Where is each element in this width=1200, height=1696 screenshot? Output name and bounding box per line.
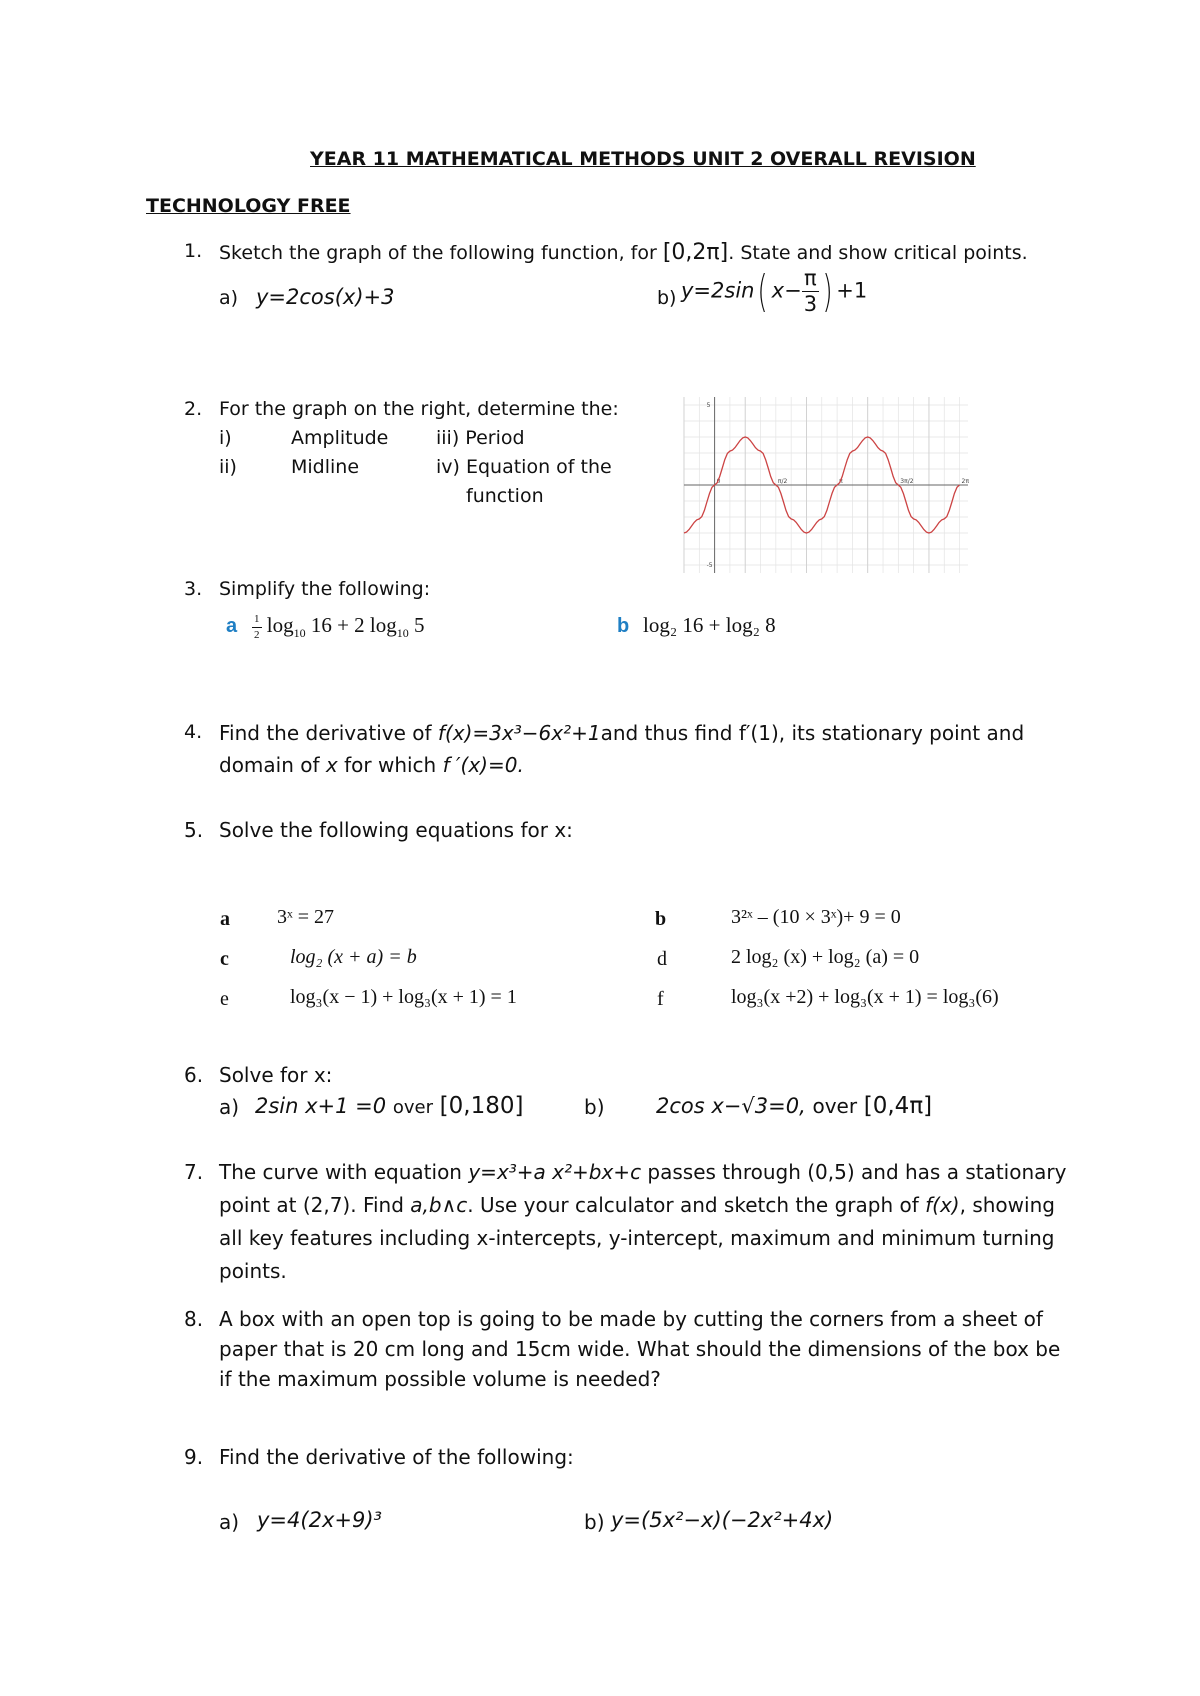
q6a-label: a) <box>219 1095 240 1119</box>
q7-equation: y=x³+a x²+bx+c <box>468 1160 642 1184</box>
chart-axes <box>684 397 968 573</box>
q1-prompt-text: Sketch the graph of the following function, for <box>219 242 657 264</box>
q9-number: 9. <box>184 1445 204 1469</box>
q2-iii-text: iii) Period <box>436 427 525 449</box>
q9a-expression: y=4(2x+9)³ <box>257 1508 382 1532</box>
page-title: YEAR 11 MATHEMATICAL METHODS UNIT 2 OVERALL REVISION <box>310 148 976 170</box>
q6b-expression <box>656 1093 932 1119</box>
x-tick-label: π <box>839 478 843 485</box>
q7-line4: points. <box>219 1259 287 1283</box>
q8-line1: A box with an open top is going to be made by cutting the corners from a sheet of <box>219 1307 1043 1331</box>
q4-text4: for which <box>344 753 437 777</box>
q5f-expression: log₃(x +2) + log₃(x + 1) = log₃(6) <box>731 986 999 1008</box>
q4-line1 <box>219 721 1024 745</box>
q5c-label: c <box>220 948 229 970</box>
q6-number: 6. <box>184 1063 204 1087</box>
q4-condition: f ′(x)=0. <box>442 753 524 777</box>
q2-iv-text: iv) Equation of the <box>436 456 612 478</box>
q7-line2 <box>219 1193 1055 1217</box>
q9-prompt: Find the derivative of the following: <box>219 1445 574 1469</box>
q5d-label: d <box>657 948 667 970</box>
x-tick-label: 2π <box>961 478 969 485</box>
q3b-label: b <box>617 615 630 637</box>
q6b-expr: 2cos x−√3=0, <box>656 1094 806 1118</box>
q7-line1 <box>219 1160 1066 1184</box>
q9a-label: a) <box>219 1510 240 1534</box>
q1-number: 1. <box>184 240 203 262</box>
q9b-label: b) <box>584 1510 605 1534</box>
q6-prompt: Solve for x: <box>219 1063 333 1087</box>
q6b-interval: [0,4π] <box>863 1093 933 1119</box>
q2-iv-cont: function <box>466 485 544 507</box>
q1a-label: a) <box>219 287 239 309</box>
q5a-expression: 3ˣ = 27 <box>277 906 335 928</box>
q1-prompt-end: . State and show critical points. <box>728 242 1028 264</box>
q8-line2: paper that is 20 cm long and 15cm wide. What should the dimensions of the box be <box>219 1337 1061 1361</box>
q7-abc: a,b∧c <box>410 1193 468 1217</box>
q7-line1b: passes through (0,5) and has a stationary <box>647 1160 1067 1184</box>
x-tick-label: 3π/2 <box>900 478 914 485</box>
q1-prompt <box>219 240 1028 265</box>
q2-ii-label: ii) <box>219 456 237 478</box>
q8-number: 8. <box>184 1307 204 1331</box>
q7-fx: f(x) <box>925 1193 960 1217</box>
q7-line2b: . Use your calculator and sketch the graph of <box>467 1193 919 1217</box>
q3a-expression: $\frac{1}{2}$ $\log_{10} 16 + 2$ $\log_{10} 5$ <box>254 612 425 641</box>
sine-graph <box>680 393 972 577</box>
q1b-numerator: π <box>802 268 819 292</box>
x-tick-label: π/2 <box>777 478 788 485</box>
q4-function: f(x)=3x³−6x²+1 <box>437 721 601 745</box>
q7-line2a: point at (2,7). Find <box>219 1193 404 1217</box>
section-heading: TECHNOLOGY FREE <box>146 195 351 217</box>
y-tick-label: -5 <box>706 562 713 569</box>
q1b-pre: y=2sin <box>681 278 755 303</box>
q1b-denominator: 3 <box>803 292 818 316</box>
q2-i-label: i) <box>219 427 232 449</box>
q7-line3: all key features including x-intercepts, y-intercept, maximum and minimum turning <box>219 1226 1055 1250</box>
q6a-expression <box>255 1093 523 1119</box>
q1b-expression: y=2sin( x− $\frac{\pi}{3}$ ) +1 <box>681 265 868 317</box>
q2-prompt: For the graph on the right, determine the: <box>219 398 619 420</box>
q7-number: 7. <box>184 1160 204 1184</box>
q5-prompt: Solve the following equations for x: <box>219 818 573 842</box>
q4-text2: and thus find f′(1), its stationary point and <box>600 721 1025 745</box>
q4-x: x <box>325 753 338 777</box>
q5c-expression: log₂ (x + a) = b <box>290 946 417 968</box>
q6b-over: over <box>812 1094 858 1118</box>
q6a-over: over <box>392 1097 433 1118</box>
q5e-label: e <box>220 988 229 1010</box>
q5e-expression: log₃(x − 1) + log₃(x + 1) = 1 <box>290 986 517 1008</box>
q3b-expression: log₂ 16 + log₂ 8 <box>643 613 776 637</box>
q4-line2 <box>219 753 524 777</box>
q4-text3: domain of <box>219 753 320 777</box>
q6a-interval: [0,180] <box>439 1093 524 1119</box>
q5f-label: f <box>657 988 664 1010</box>
q2-number: 2. <box>184 398 203 420</box>
q1b-label: b) <box>657 287 677 309</box>
q6a-expr: 2sin x+1 =0 <box>255 1094 387 1118</box>
q1a-expression: y=2cos(x)+3 <box>256 285 395 309</box>
q3-number: 3. <box>184 578 203 600</box>
q6b-label: b) <box>584 1095 605 1119</box>
q4-number: 4. <box>184 721 203 743</box>
q9b-expression: y=(5x²−x)(−2x²+4x) <box>611 1508 834 1532</box>
q1-interval: [0,2π] <box>662 240 729 265</box>
q3a-label: a <box>226 615 238 637</box>
q2-i-text: Amplitude <box>291 427 389 449</box>
q2-ii-text: Midline <box>291 456 360 478</box>
q7-line2c: , showing <box>959 1193 1055 1217</box>
q5d-expression: 2 log₂ (x) + log₂ (a) = 0 <box>731 946 920 968</box>
q5b-label: b <box>655 908 667 930</box>
q1b-post: +1 <box>836 278 868 303</box>
x-tick-label: 0 <box>716 478 721 485</box>
q5a-label: a <box>220 908 230 930</box>
y-tick-label: 5 <box>706 402 711 409</box>
q5b-expression: 3²ˣ – (10 × 3ˣ)+ 9 = 0 <box>731 906 901 928</box>
q8-line3: if the maximum possible volume is needed? <box>219 1367 661 1391</box>
q7-line1a: The curve with equation <box>219 1160 462 1184</box>
q3-prompt: Simplify the following: <box>219 578 431 600</box>
q4-text1: Find the derivative of <box>219 721 432 745</box>
q1b-x: x− <box>771 278 802 303</box>
q5-number: 5. <box>184 818 204 842</box>
